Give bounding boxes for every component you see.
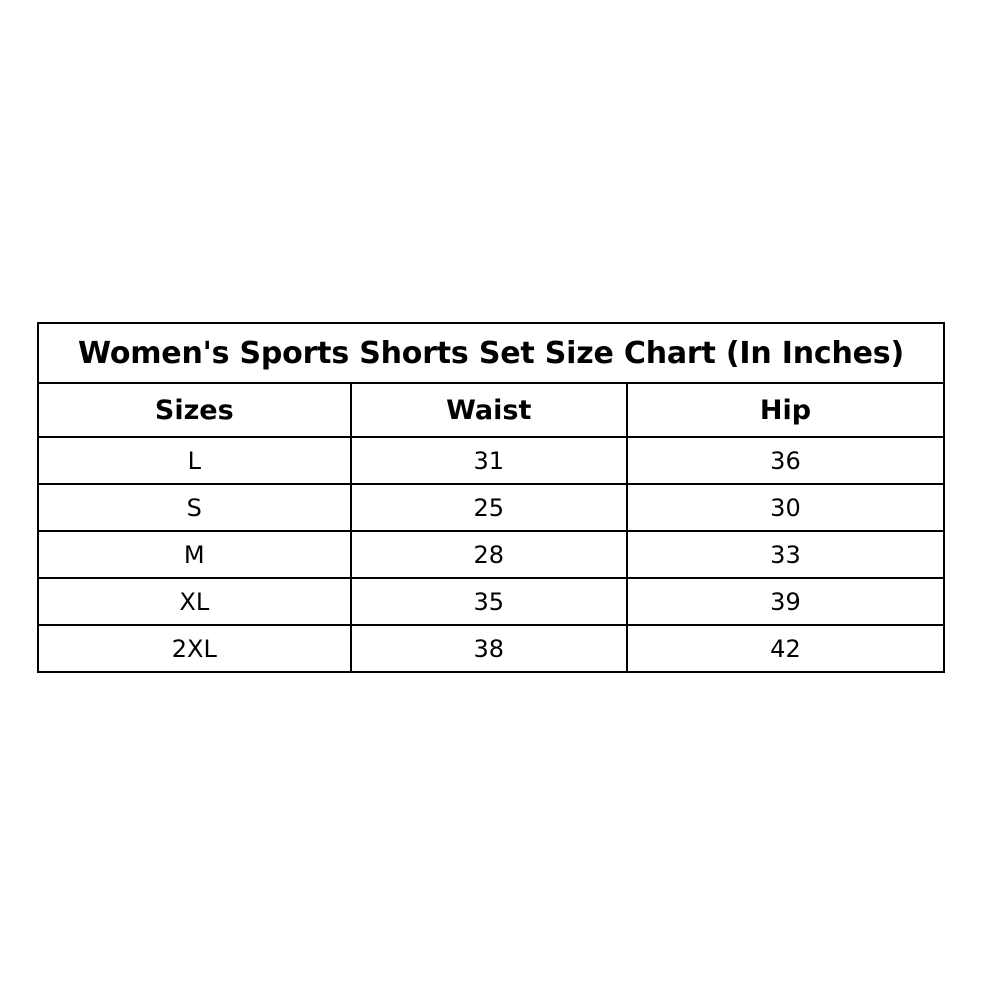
cell-hip: 42 [627, 625, 944, 672]
chart-title: Women's Sports Shorts Set Size Chart (In Inches) [38, 323, 944, 383]
cell-waist: 35 [351, 578, 627, 625]
cell-size: S [38, 484, 351, 531]
column-header-waist: Waist [351, 383, 627, 437]
column-header-sizes: Sizes [38, 383, 351, 437]
cell-hip: 39 [627, 578, 944, 625]
table-header-row [38, 383, 944, 437]
table-row [38, 578, 944, 625]
cell-hip: 30 [627, 484, 944, 531]
cell-waist: 38 [351, 625, 627, 672]
cell-size: L [38, 437, 351, 484]
table-row [38, 625, 944, 672]
size-chart-table [37, 322, 945, 673]
cell-waist: 25 [351, 484, 627, 531]
cell-size: XL [38, 578, 351, 625]
cell-hip: 36 [627, 437, 944, 484]
cell-waist: 31 [351, 437, 627, 484]
column-header-hip: Hip [627, 383, 944, 437]
cell-waist: 28 [351, 531, 627, 578]
size-chart-container [37, 322, 945, 673]
table-row [38, 437, 944, 484]
cell-hip: 33 [627, 531, 944, 578]
cell-size: 2XL [38, 625, 351, 672]
table-title-row [38, 323, 944, 383]
table-row [38, 484, 944, 531]
cell-size: M [38, 531, 351, 578]
table-row [38, 531, 944, 578]
